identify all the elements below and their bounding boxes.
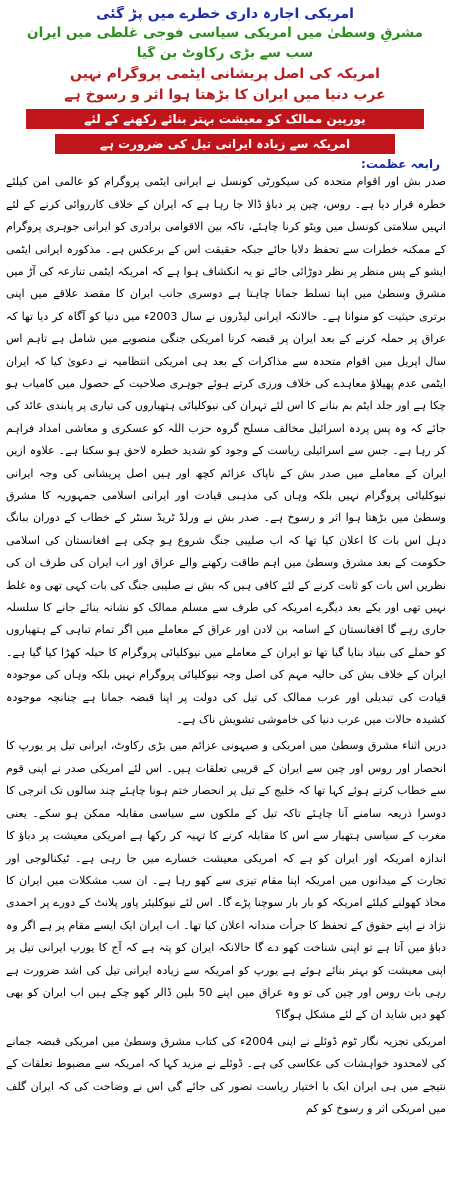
headline-main: امریکی اجارہ داری خطرے میں پڑ گئی bbox=[96, 6, 354, 22]
paragraph-1: صدر بش اور اقوام متحدہ کی سیکورٹی کونسل نے ایرانی ایٹمی پروگرام کو عالمی امن کیلئے خطرہ قرار دیا ہے۔ روس، چین پر دباؤ ڈالا جا رہا ہے کہ ایران کے خلاف کارروائی کرنے کے لئے انہیں سلامتی کونسل میں ویٹو کرنا چاہئے، تاکہ بین الاقوامی برادری کو ایرانی جوہری پروگرام کے ممکنہ خطرات سے تحفظ دلایا جائے جبکہ حقیقت اس کے برعکس ہے۔ مذکورہ ایرانی ایٹمی ایشو کے پس منظر پر نظر دوڑائی جائے تو یہ انکشاف ہوا ہے کہ امریکہ ایٹمی تنازعہ کی آڑ میں مشرق وسطیٰ میں اپنا تسلط جمانا چاہتا ہے دوسری جانب ایران کا مقصد علاقے میں اپنی برتری حیثیت کو منوانا ہے۔ حالانکہ ایرانی لیڈروں نے سال 2003ء میں دنیا کو آگاہ کر دیا تھا کہ عراق پر حملہ کرنے کے بعد ایران پر قبضہ کرنا امریکی جنگی منصوبے میں شامل ہے تاہم اس سال اپریل میں اقوام متحدہ سے مذاکرات کے بعد ہی امریکی انتظامیہ نے دعویٰ کیا کہ ایران ایٹمی عدم پھیلاؤ معاہدے کی خلاف ورزی کرتے ہوئے جوہری صلاحیت کے حصول میں کامیاب ہو چکا ہے اور جلد ایٹم بم بنانے کا اس لئے تہران کی نیوکلیائی ہتھیاروں کی تیاری پر پابندی عائد کی جائے کہ وہ پس پردہ اسرائیل مخالف مسلح گروہ حزب اللہ کو عسکری و معاشی امداد فراہم کر رہا ہے۔ جس سے اسرائیلی ریاست کے وجود کو شدید خطرہ لاحق ہو سکتا ہے۔ علاوہ ازیں ایران کے معاملے میں صدر بش کے ناپاک عزائم کچھ اور ہیں اصل پریشانی کی وجہ ایرانی نیوکلیائی پروگرام نہیں بلکہ وہاں کی مذہبی قیادت اور ایرانی اسلامی جمہوریہ کا مشرق وسطیٰ میں بڑھتا ہوا اثر و رسوخ ہے۔ صدر بش نے ورلڈ ٹریڈ سنٹر کے خطاب کے دوران ببانگ دہل اس بات کا اعلان کیا تھا کہ اب صلیبی جنگ شروع ہو چکی ہے افغانستان کی اسلامی حکومت کے بعد مشرق وسطیٰ میں اہم طاقت رکھنے والے عراق اور اب ایران کی طرف ان کی نظریں اس بات کو ثابت کرنے کے لئے کافی ہیں کہ بش نے صلیبی جنگ کی بات کہی تھی وہ غلط نہیں تھی اور یکے بعد دیگرے امریکہ کی طرف سے مسلم ممالک کو نشانہ بنائے جانے کا سلسلہ جاری رہے گا افغانستان کے اسامہ بن لادن اور عراق کے معاملے میں اگر تمام تباہی کے ہتھیاروں کو حملے کی بنیاد بنایا گیا تھا تو ایران کے معاملے میں نیوکلیائی پروگرام کا حیلہ کھڑا کیا گیا ہے۔ ایران کے خلاف بش کی حالیہ مہم کی اصل وجہ نیوکلیائی پروگرام نہیں بلکہ وہاں کی موجودہ قیادت کی تبدیلی اور عرب ممالک کی تیل کی دولت پر اپنا قبضہ جمانا ہے چنانچہ موجودہ کشیدہ حالات میں عرب دنیا کی خاموشی تشویش ناک ہے۔ bbox=[6, 175, 446, 727]
paragraph-3: امریکی تجزیہ نگار ٹوم ڈوئلے نے اپنی 2004ء کی کتاب مشرق وسطیٰ میں امریکی قبضہ جمانے کی لامحدود خواہشات کی عکاسی کی ہے۔ ڈوئلے نے مزید کہا کہ امریکہ سے مضبوط تعلقات کے نتیجے میں ہی ایران ایک با اختیار ریاست تصور کی جائے گی اس نے وضاحت کی کہ ایران گلف میں امریکی اثر و رسوخ کو کم bbox=[6, 1034, 446, 1115]
article-body bbox=[0, 171, 450, 1120]
headline-sub-2: سب سے بڑی رکاوٹ بن گیا bbox=[136, 45, 314, 61]
highlight-bar-1: یورپین ممالک کو معیشت بہتر بنائے رکھنے کے لئے bbox=[26, 109, 424, 129]
headline-red-2: عرب دنیا میں ایران کا بڑھتا ہوا اثر و رسوخ ہے bbox=[64, 87, 386, 104]
author-byline: رابعہ عظمت: bbox=[361, 157, 440, 172]
headline-sub-1: مشرقِ وسطیٰ میں امریکی سیاسی فوجی غلطی میں ایران bbox=[27, 26, 423, 42]
highlight-bar-2: امریکہ سے زیادہ ایرانی تیل کی ضرورت ہے bbox=[55, 134, 395, 154]
paragraph-2: دریں اثناء مشرق وسطیٰ میں امریکی و صیہونی عزائم میں بڑی رکاوٹ، ایرانی تیل پر یورپ کا انحصار اور روس اور چین سے ایران کے قریبی تعلقات ہیں۔ اس لئے امریکی صدر نے اپنی قوم سے خطاب کرتے ہوئے کہا تھا کہ خلیج کے تیل پر انحصار ختم ہونا چاہئے چند سالوں تک انرجی کا دوسرا ذریعہ سامنے آنا چاہئے تاکہ تیل کے ملکوں سے سیاسی مقابلہ ممکن ہو سکے۔ یعنی مغرب کے سیاسی ہتھیار سے اس کا مقابلہ کرنے کا تہیہ کر رکھا ہے امریکی معیشت پر دباؤ کا اندازہ امریکہ اور ایران کو ہے کہ امریکی معیشت خسارے میں جا رہی ہے۔ ٹیکنالوجی اور تجارت کے میدانوں میں امریکہ اپنا مقام تیزی سے کھو رہا ہے۔ ان سب مشکلات میں ایران کا محاذ کھولنے کیلئے امریکہ کو بار بار سوچنا پڑے گا۔ اس لئے نیوکلیئر پاور پلانٹ کے دورے پر احمدی نژاد نے اپنے حقوق کے تحفظ کا جرأت مندانہ اعلان کیا تھا۔ اب ایران ایک ایسے مقام پر ہے اگر وہ دباؤ میں آتا ہے تو اپنی شناخت کھو دے گا حالانکہ ایران کو پتہ ہے کہ آج کا یورپ ایرانی تیل پر اپنی معیشت کو بہتر بنائے ہوئے ہے یورپ کو امریکہ سے زیادہ ایرانی تیل کی اشد ضرورت ہے رہی بات روس اور چین کی تو وہ عراق میں اپنے 50 بلین ڈالر کھو چکے ہیں اب ایران کو بھی کھو دیں شاید ان کے لئے مشکل ہوگا؟ bbox=[6, 739, 446, 1022]
headline-red-1: امریکہ کی اصل پریشانی ایٹمی پروگرام نہیں bbox=[70, 66, 380, 83]
